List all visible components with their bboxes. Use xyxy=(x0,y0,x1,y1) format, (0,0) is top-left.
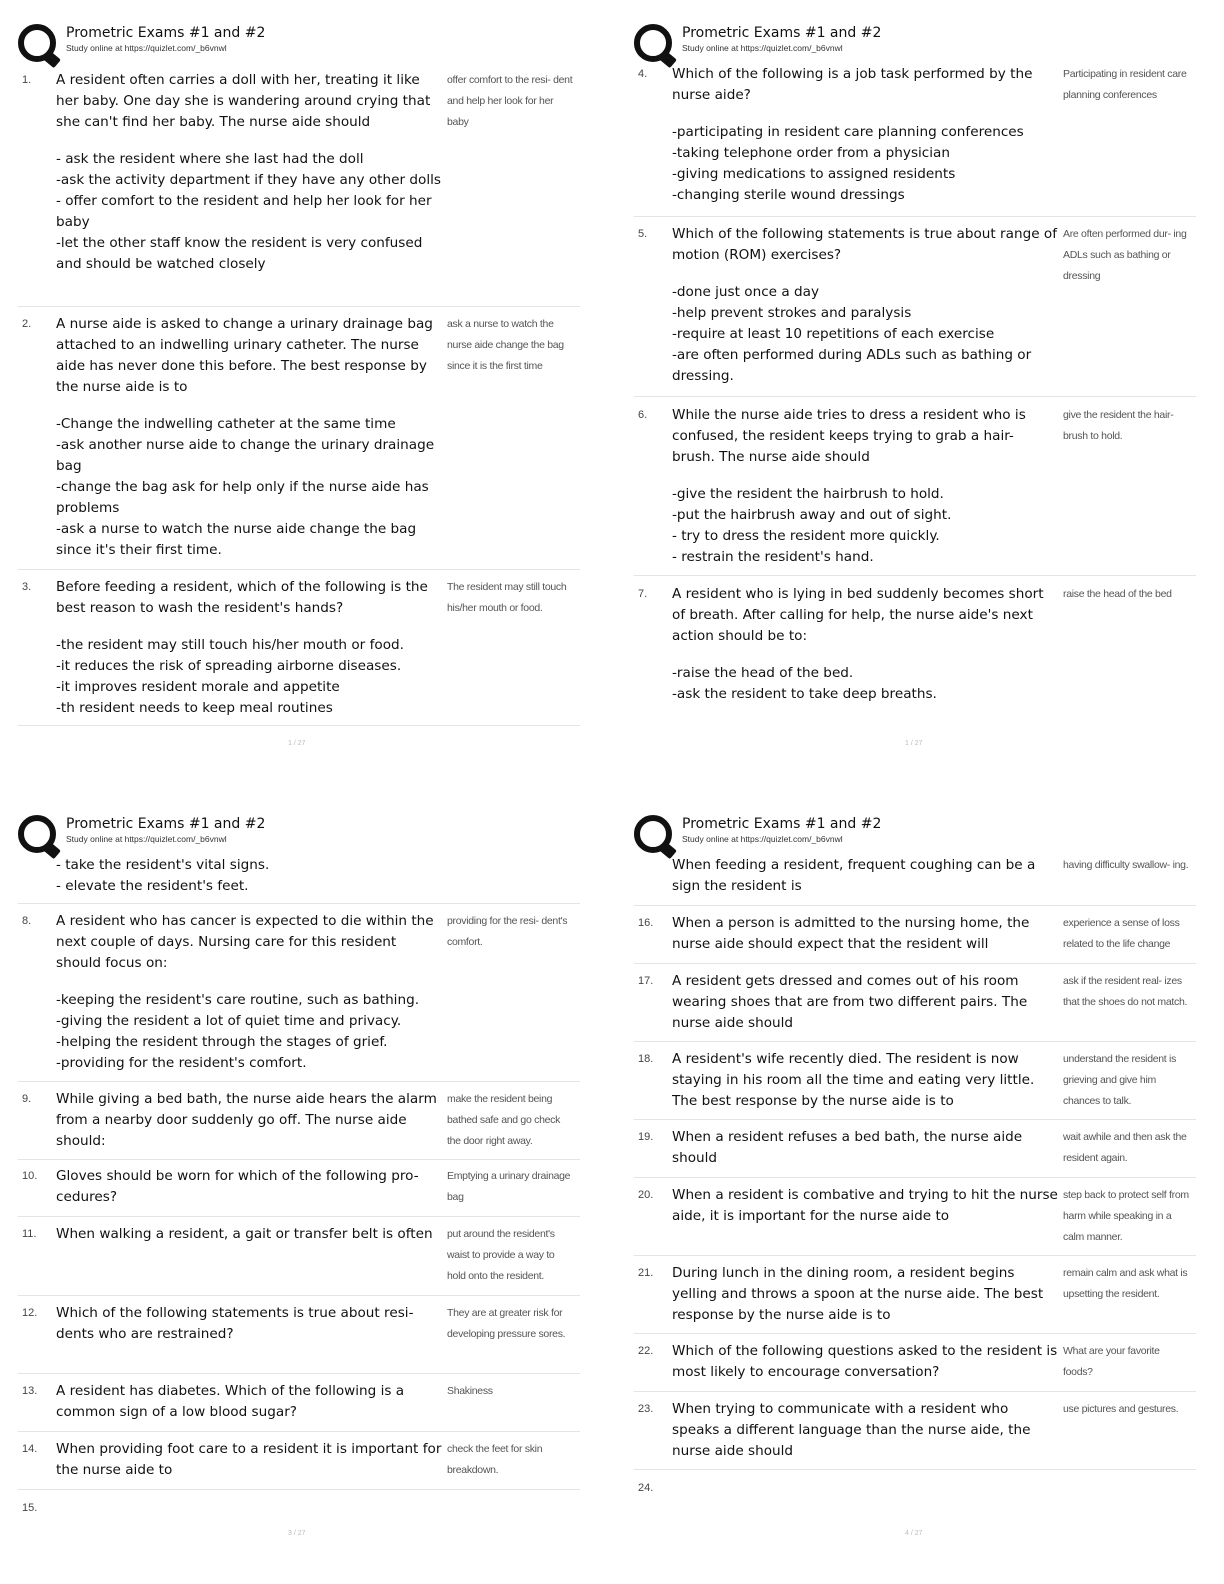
deck-title: Prometric Exams #1 and #2 xyxy=(66,25,266,41)
question-card xyxy=(18,1296,580,1374)
question-number: 10. xyxy=(22,1170,38,1182)
question-number: 3. xyxy=(22,581,32,593)
answer-text: ask if the resident real- izes that the shoes do not match. xyxy=(1063,975,1188,1008)
question-number: 1. xyxy=(22,74,32,86)
question-text: A resident gets dressed and comes out of his room wearing shoes that are from two different pairs. The nurse aide should xyxy=(672,973,1028,1031)
answer-text: raise the head of the bed xyxy=(1063,588,1172,600)
answer-text: give the resident the hair- brush to hold. xyxy=(1063,409,1174,442)
question-card xyxy=(18,1217,580,1296)
answer-text: experience a sense of loss related to the life change xyxy=(1063,917,1180,950)
question-card xyxy=(634,964,1196,1042)
question-card xyxy=(634,1042,1196,1120)
question-text: While giving a bed bath, the nurse aide hears the alarm from a nearby door suddenly go off. The nurse aide should: xyxy=(56,1091,437,1149)
question-text: Before feeding a resident, which of the following is the best reason to wash the resident's hands? xyxy=(56,579,428,616)
question-number: 14. xyxy=(22,1443,38,1455)
question-text: During lunch in the dining room, a resident begins yelling and throws a spoon at the nurse aide. The best response by the nurse aide is to xyxy=(672,1265,1044,1323)
answer-text: step back to protect self from harm while speaking in a calm manner. xyxy=(1063,1189,1189,1243)
question-number: 4. xyxy=(638,68,648,80)
question-card xyxy=(634,1334,1196,1392)
answer-text: Shakiness xyxy=(447,1385,493,1397)
question-card xyxy=(18,1432,580,1490)
continued-options: - take the resident's vital signs. - elevate the resident's feet. xyxy=(18,855,580,904)
answer-text: understand the resident is grieving and give him chances to talk. xyxy=(1063,1053,1177,1107)
question-text: Which of the following statements is true about resi- dents who are restrained? xyxy=(56,1305,414,1342)
study-link: Study online at https://quizlet.com/_b6vnwl xyxy=(682,43,843,53)
question-card xyxy=(18,307,580,570)
answer-options: -done just once a day -help prevent strokes and paralysis -require at least 10 repetitions of each exercise -are often performed during ADLs such as bathing or dressing. xyxy=(672,284,1032,384)
question-card xyxy=(18,904,580,1082)
answer-text: put around the resident's waist to provide a way to hold onto the resident. xyxy=(447,1228,555,1282)
question-text: When providing foot care to a resident it is important for the nurse aide to xyxy=(56,1441,442,1478)
question-text: When trying to communicate with a resident who speaks a different language than the nurse aide, the nurse aide should xyxy=(672,1401,1031,1459)
deck-title: Prometric Exams #1 and #2 xyxy=(682,816,882,832)
page-panel-4 xyxy=(634,815,1196,1508)
answer-text: remain calm and ask what is upsetting the resident. xyxy=(1063,1267,1188,1300)
question-card xyxy=(634,397,1196,576)
question-number: 20. xyxy=(638,1189,654,1201)
answer-text: providing for the resi- dent's comfort. xyxy=(447,915,568,948)
question-number: 5. xyxy=(638,228,648,240)
question-text: A resident who has cancer is expected to die within the next couple of days. Nursing care for this resident should focus on: xyxy=(56,913,434,971)
answer-options: -raise the head of the bed. -ask the resident to take deep breaths. xyxy=(672,665,937,702)
question-text: When a person is admitted to the nursing home, the nurse aide should expect that the resident will xyxy=(672,915,1030,952)
question-number: 11. xyxy=(22,1228,37,1240)
page-panel-1 xyxy=(18,24,580,726)
answer-text: check the feet for skin breakdown. xyxy=(447,1443,543,1476)
answer-text xyxy=(444,1498,580,1528)
question-text: Which of the following statements is true about range of motion (ROM) exercises? xyxy=(672,226,1058,263)
question-number: 7. xyxy=(638,588,648,600)
answer-text: ask a nurse to watch the nurse aide change the bag since it is the first time xyxy=(447,318,564,372)
answer-text: wait awhile and then ask the resident again. xyxy=(1063,1131,1187,1164)
page-number: 1 / 27 xyxy=(288,740,306,747)
question-number: 12. xyxy=(22,1307,38,1319)
question-card xyxy=(634,1470,1196,1508)
answer-options: -participating in resident care planning conferences -taking telephone order from a physician -giving medications to assigned residents -changing sterile wound dressings xyxy=(672,124,1024,203)
question-card xyxy=(18,1160,580,1217)
deck-title: Prometric Exams #1 and #2 xyxy=(682,25,882,41)
deck-title: Prometric Exams #1 and #2 xyxy=(66,816,266,832)
page-header xyxy=(634,815,1196,855)
question-number: 22. xyxy=(638,1345,654,1357)
question-number xyxy=(634,855,672,905)
study-link: Study online at https://quizlet.com/_b6vnwl xyxy=(66,43,227,53)
page-header xyxy=(634,24,1196,64)
question-number: 15. xyxy=(22,1502,38,1514)
question-text: Gloves should be worn for which of the following pro- cedures? xyxy=(56,1168,419,1205)
question-card xyxy=(18,1082,580,1160)
question-number: 8. xyxy=(22,915,32,927)
question-number: 21. xyxy=(638,1267,654,1279)
question-card xyxy=(634,576,1196,714)
question-number: 16. xyxy=(638,917,654,929)
answer-text: What are your favorite foods? xyxy=(1063,1345,1160,1378)
page-number: 3 / 27 xyxy=(288,1530,306,1537)
answer-text: having difficulty swallow- ing. xyxy=(1063,859,1189,871)
question-number: 9. xyxy=(22,1093,32,1105)
quizlet-logo-icon xyxy=(634,24,672,62)
question-card xyxy=(18,1374,580,1432)
question-text: Which of the following is a job task performed by the nurse aide? xyxy=(672,66,1033,103)
question-card xyxy=(634,1120,1196,1178)
question-card xyxy=(634,855,1196,906)
question-card xyxy=(634,1256,1196,1334)
answer-text xyxy=(1060,1478,1196,1508)
question-card xyxy=(634,1178,1196,1256)
answer-options: -give the resident the hairbrush to hold. -put the hairbrush away and out of sight. - try to dress the resident more quickly. - restrain the resident's hand. xyxy=(672,486,952,565)
question-number: 24. xyxy=(638,1482,654,1494)
quizlet-logo-icon xyxy=(18,24,56,62)
question-text: When feeding a resident, frequent coughing can be a sign the resident is xyxy=(672,857,1036,894)
question-card xyxy=(634,64,1196,217)
page-number: 4 / 27 xyxy=(905,1530,923,1537)
question-number: 23. xyxy=(638,1403,654,1415)
answer-text: Participating in resident care planning conferences xyxy=(1063,68,1187,101)
study-link: Study online at https://quizlet.com/_b6vnwl xyxy=(682,834,843,844)
question-number: 17. xyxy=(638,975,654,987)
question-text: A nurse aide is asked to change a urinary drainage bag attached to an indwelling urinary catheter. The nurse aide has never done this before. The best response by the nurse aide is to xyxy=(56,316,433,395)
question-number: 2. xyxy=(22,318,32,330)
question-card xyxy=(634,906,1196,964)
question-card xyxy=(18,570,580,726)
question-text: A resident has diabetes. Which of the following is a common sign of a low blood sugar? xyxy=(56,1383,405,1420)
page-header xyxy=(18,24,580,64)
answer-text: use pictures and gestures. xyxy=(1063,1403,1179,1415)
question-number: 19. xyxy=(638,1131,654,1143)
answer-text: Are often performed dur- ing ADLs such as bathing or dressing xyxy=(1063,228,1187,282)
answer-options: -Change the indwelling catheter at the same time -ask another nurse aide to change the urinary drainage bag -change the bag ask for help only if the nurse aide has problems -ask a nurse to watch the nurse aide change the bag since it's their first time. xyxy=(56,416,435,558)
question-text: Which of the following questions asked to the resident is most likely to encourage conversation? xyxy=(672,1343,1058,1380)
answer-text: offer comfort to the resi- dent and help her look for her baby xyxy=(447,74,573,128)
answer-text: The resident may still touch his/her mouth or food. xyxy=(447,581,567,614)
question-card xyxy=(18,64,580,307)
study-link: Study online at https://quizlet.com/_b6vnwl xyxy=(66,834,227,844)
question-number: 6. xyxy=(638,409,648,421)
question-number: 13. xyxy=(22,1385,38,1397)
answer-options: - ask the resident where she last had the doll -ask the activity department if they have any other dolls - offer comfort to the resident and help her look for her baby -let the other staff know the resident is very confused and should be watched closely xyxy=(56,151,441,272)
question-card xyxy=(18,1490,580,1528)
answer-options: -the resident may still touch his/her mouth or food. -it reduces the risk of spreading airborne diseases. -it improves resident morale and appetite -th resident needs to keep meal routines xyxy=(56,637,404,716)
question-card xyxy=(634,217,1196,397)
answer-text: Emptying a urinary drainage bag xyxy=(447,1170,571,1203)
question-text: When a resident is combative and trying to hit the nurse aide, it is important for the nurse aide to xyxy=(672,1187,1058,1224)
question-text: While the nurse aide tries to dress a resident who is confused, the resident keeps trying to grab a hair- brush. The nurse aide should xyxy=(672,407,1026,465)
question-text: A resident who is lying in bed suddenly becomes short of breath. After calling for help, the nurse aide's next action should be to: xyxy=(672,586,1044,644)
quizlet-logo-icon xyxy=(634,815,672,853)
question-text: A resident's wife recently died. The resident is now staying in his room all the time and eating very little. The best response by the nurse aide is to xyxy=(672,1051,1035,1109)
quizlet-logo-icon xyxy=(18,815,56,853)
page-panel-3 xyxy=(18,815,580,1528)
page-number: 1 / 27 xyxy=(905,740,923,747)
answer-text: They are at greater risk for developing pressure sores. xyxy=(447,1307,566,1340)
page-panel-2 xyxy=(634,24,1196,714)
page-header xyxy=(18,815,580,855)
answer-options: -keeping the resident's care routine, such as bathing. -giving the resident a lot of quiet time and privacy. -helping the resident through the stages of grief. -providing for the resident's comfort. xyxy=(56,992,420,1071)
question-number: 18. xyxy=(638,1053,654,1065)
question-text: When a resident refuses a bed bath, the nurse aide should xyxy=(672,1129,1023,1166)
question-text: A resident often carries a doll with her, treating it like her baby. One day she is wandering around crying that she can't find her baby. The nurse aide should xyxy=(56,72,431,130)
question-card xyxy=(634,1392,1196,1470)
question-text: When walking a resident, a gait or transfer belt is often xyxy=(56,1226,433,1242)
answer-text: make the resident being bathed safe and go check the door right away. xyxy=(447,1093,561,1147)
